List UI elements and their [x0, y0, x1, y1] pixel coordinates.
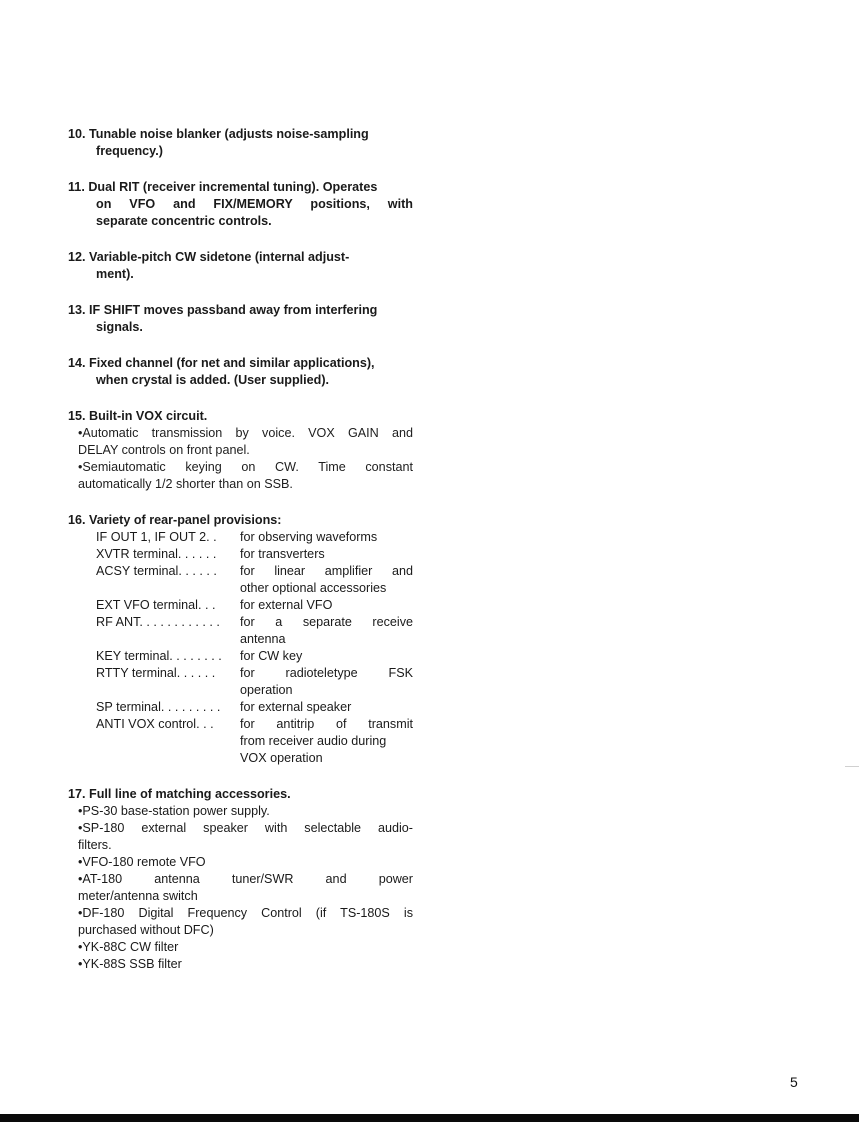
- provision-label: ANTI VOX control. . .: [96, 717, 214, 731]
- provision-label: SP terminal. . . . . . . . .: [96, 700, 221, 714]
- scan-artifact: [845, 766, 859, 767]
- provision-desc: for observing waveforms: [240, 530, 378, 544]
- feature-text: when crystal is added. (User supplied).: [96, 373, 330, 387]
- page-number: 5: [790, 1074, 798, 1090]
- bullet-text: •Semiautomatic keying on CW. Time constant: [78, 460, 413, 474]
- provision-desc: operation: [240, 683, 293, 697]
- feature-item-12: [68, 249, 413, 283]
- accessory-item: meter/antenna switch: [78, 889, 198, 903]
- provision-row: [68, 529, 413, 546]
- provision-desc: for transverters: [240, 547, 325, 561]
- feature-text: Dual RIT (receiver incremental tuning). Operates: [88, 180, 378, 194]
- feature-item-15: [68, 408, 413, 493]
- provision-desc: for a separate receive: [240, 615, 413, 629]
- accessory-item: •PS-30 base-station power supply.: [78, 804, 270, 818]
- provision-row: [68, 546, 413, 563]
- feature-text: Tunable noise blanker (adjusts noise-sampling: [89, 127, 369, 141]
- provision-row: [68, 665, 413, 682]
- bullet-text: automatically 1/2 shorter than on SSB.: [78, 477, 293, 491]
- accessory-item: •DF-180 Digital Frequency Control (if TS-180S is: [78, 906, 413, 920]
- feature-item-16: [68, 512, 413, 767]
- provision-desc: for linear amplifier and: [240, 564, 413, 578]
- bullet-text: DELAY controls on front panel.: [78, 443, 250, 457]
- feature-item-13: [68, 302, 413, 336]
- accessory-item: •YK-88C CW filter: [78, 940, 179, 954]
- provision-label: EXT VFO terminal. . .: [96, 598, 216, 612]
- bullet-text: •Automatic transmission by voice. VOX GAIN and: [78, 426, 413, 440]
- accessory-item: •VFO-180 remote VFO: [78, 855, 206, 869]
- provision-row: [68, 614, 413, 631]
- feature-number: 13.: [68, 303, 86, 317]
- feature-text: Variable-pitch CW sidetone (internal adjust-: [89, 250, 350, 264]
- feature-heading: Variety of rear-panel provisions:: [89, 513, 282, 527]
- accessory-item: •SP-180 external speaker with selectable audio-: [78, 821, 413, 835]
- provision-label: IF OUT 1, IF OUT 2. .: [96, 530, 217, 544]
- accessory-item: •AT-180 antenna tuner/SWR and power: [78, 872, 413, 886]
- provision-desc: for radioteletype FSK: [240, 666, 413, 680]
- provision-label: RF ANT. . . . . . . . . . . .: [96, 615, 220, 629]
- provision-desc: antenna: [240, 632, 286, 646]
- feature-heading: Full line of matching accessories.: [89, 787, 291, 801]
- feature-number: 10.: [68, 127, 86, 141]
- feature-item-17: [68, 786, 413, 973]
- accessory-item: filters.: [78, 838, 112, 852]
- feature-text: separate concentric controls.: [96, 214, 272, 228]
- feature-number: 12.: [68, 250, 86, 264]
- provision-desc: for external speaker: [240, 700, 352, 714]
- feature-number: 16.: [68, 513, 86, 527]
- provision-row: [68, 716, 413, 733]
- provision-desc: for CW key: [240, 649, 303, 663]
- feature-number: 11.: [68, 180, 85, 194]
- provision-row: [68, 597, 413, 614]
- feature-item-11: [68, 179, 413, 230]
- feature-list: [68, 126, 413, 973]
- provision-desc: other optional accessories: [240, 581, 387, 595]
- feature-text: IF SHIFT moves passband away from interfering: [89, 303, 378, 317]
- provision-label: RTTY terminal. . . . . .: [96, 666, 216, 680]
- feature-number: 14.: [68, 356, 86, 370]
- provision-desc: VOX operation: [240, 751, 323, 765]
- provision-label: KEY terminal. . . . . . . .: [96, 649, 222, 663]
- feature-item-10: [68, 126, 413, 160]
- feature-text: Fixed channel (for net and similar applications),: [89, 356, 375, 370]
- feature-text: signals.: [96, 320, 143, 334]
- feature-item-14: [68, 355, 413, 389]
- provision-label: ACSY terminal. . . . . .: [96, 564, 217, 578]
- provision-label: XVTR terminal. . . . . .: [96, 547, 217, 561]
- feature-text: on VFO and FIX/MEMORY positions, with: [96, 197, 413, 211]
- accessory-item: purchased without DFC): [78, 923, 214, 937]
- provision-desc: from receiver audio during: [240, 734, 387, 748]
- provision-row: [68, 699, 413, 716]
- feature-text: frequency.): [96, 144, 163, 158]
- bottom-border: [0, 1114, 859, 1122]
- provision-desc: for external VFO: [240, 598, 333, 612]
- feature-heading: Built-in VOX circuit.: [89, 409, 208, 423]
- feature-text: ment).: [96, 267, 134, 281]
- provision-row: [68, 563, 413, 580]
- feature-number: 15.: [68, 409, 86, 423]
- feature-number: 17.: [68, 787, 86, 801]
- provision-desc: for antitrip of transmit: [240, 717, 413, 731]
- accessory-item: •YK-88S SSB filter: [78, 957, 182, 971]
- provision-row: [68, 648, 413, 665]
